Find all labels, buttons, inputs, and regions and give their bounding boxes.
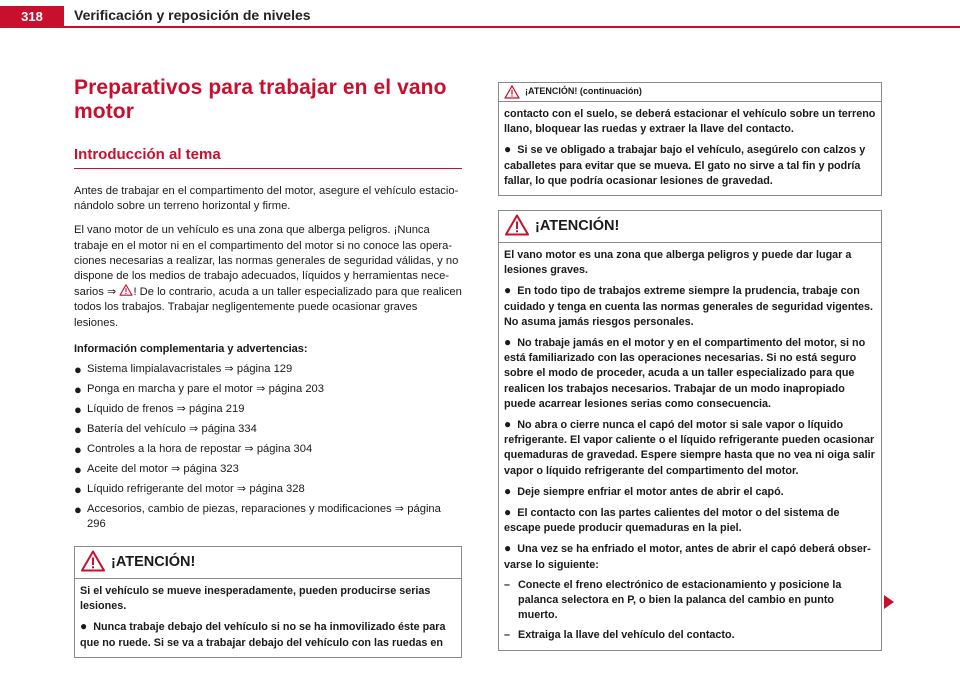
bullet-icon: ●	[504, 483, 512, 498]
warning-intro: El vano motor es una zona que alberga peligros y puede dar lugar a lesiones graves.	[504, 249, 852, 277]
danger-paragraph	[74, 223, 462, 330]
warning-box-body	[499, 102, 881, 195]
warning-triangle-icon	[81, 550, 105, 572]
warning-item: ● En todo tipo de trabajos extreme siempre la prudencia, trabaje con cuidado y tenga en cuenta las normas generales de seguridad vigentes. No asuma jamás riesgos personales.	[504, 283, 874, 328]
list-item[interactable]: ● Accesorios, cambio de piezas, reparaciones y modificaciones ⇒ página 296	[74, 502, 441, 531]
list-item[interactable]: ● Ponga en marcha y pare el motor ⇒ página 203	[74, 382, 324, 398]
warning-box-2	[498, 210, 882, 651]
warning-box-body	[75, 579, 461, 657]
warning-intro: Si el vehículo se mueve inesperadamente, pueden producirse serias lesiones.	[80, 585, 431, 613]
subsection-rule	[74, 168, 462, 169]
bullet-icon: ●	[504, 505, 512, 520]
bullet-icon: ●	[80, 619, 88, 634]
warning-item: ● No trabaje jamás en el motor y en el compartimento del motor, si no está familiarizado con las operaciones necesarias. Si no está seguro sobre el modo de proceder, acuda a un taller especializado para que realicen los trabajos necesarios. Trabajar de un modo inapropiado puede acarrear lesiones serias como consecuencia.	[504, 335, 866, 410]
warning-triangle-icon	[505, 214, 529, 236]
bullet-icon: ●	[74, 362, 82, 378]
page-number: 318	[0, 6, 64, 28]
right-column	[498, 82, 882, 651]
list-item[interactable]: ● Controles a la hora de repostar ⇒ página 304	[74, 442, 313, 458]
running-header-title: Verificación y reposición de niveles	[74, 7, 311, 23]
warning-item: ● Si se ve obligado a trabajar bajo el vehículo, asegúrelo con calzos y caballetes para evitar que se mueva. El gato no sirve a tal fin y podría fallar, lo que podría ocasionar lesiones de gravedad.	[504, 142, 866, 187]
page-header	[0, 0, 960, 32]
bullet-icon: ●	[74, 402, 82, 418]
warning-box-header	[75, 547, 461, 579]
section-title: Preparativos para trabajar en el vano motor	[74, 76, 447, 123]
warning-box-1	[74, 546, 462, 658]
warning-triangle-icon	[504, 85, 520, 99]
warning-item: ● El contacto con las partes calientes del motor o del sistema de escape puede producir quemaduras en la piel.	[504, 505, 840, 535]
warning-icon[interactable]	[119, 284, 133, 296]
left-column	[74, 76, 462, 658]
list-item[interactable]: ● Aceite del motor ⇒ página 323	[74, 462, 239, 478]
bullet-icon: ●	[504, 541, 512, 556]
bullet-icon: ●	[74, 482, 82, 498]
warning-label: ¡ATENCIÓN!	[111, 554, 196, 571]
warning-text: contacto con el suelo, se deberá estacionar el vehículo sobre un terreno llano, bloquear las ruedas y extraer la llave del contacto.	[504, 108, 876, 136]
warning-item: ● Nunca trabaje debajo del vehículo si no se ha inmovilizado éste para que no ruede. Si se va a trabajar debajo del vehículo con las ruedas en	[80, 619, 446, 649]
bullet-icon: ●	[504, 283, 512, 298]
bullet-icon: ●	[74, 442, 82, 458]
warning-box-body	[499, 243, 881, 650]
info-heading: Información complementaria y advertencias:	[74, 342, 308, 355]
next-page-arrow-icon[interactable]	[883, 594, 895, 610]
list-item[interactable]: ● Batería del vehículo ⇒ página 334	[74, 422, 257, 438]
bullet-icon: ●	[74, 382, 82, 398]
bullet-icon: ●	[74, 462, 82, 478]
reference-list	[74, 362, 462, 532]
danger-paragraph-text-b: ! De lo contrario, acuda a un taller especializado para que realicen todos los trabajos. Trabajar negligentemente puede ocasionar graves lesiones.	[74, 286, 462, 329]
dash-icon: –	[504, 629, 511, 642]
warning-box-continued	[498, 82, 882, 196]
list-item[interactable]: ● Sistema limpialavacristales ⇒ página 129	[74, 362, 293, 378]
warning-item: ● Deje siempre enfriar el motor antes de abrir el capó.	[504, 483, 784, 498]
bullet-icon: ●	[504, 335, 512, 350]
subsection-title: Introducción al tema	[74, 146, 221, 163]
warning-label: ¡ATENCIÓN!	[535, 218, 620, 235]
header-rule	[64, 26, 960, 28]
warning-subitem: – Extraiga la llave del vehículo del contacto.	[504, 628, 876, 643]
bullet-icon: ●	[74, 502, 82, 518]
bullet-icon: ●	[504, 417, 512, 432]
warning-box-header	[499, 83, 881, 102]
bullet-icon: ●	[74, 422, 82, 438]
warning-item: ● Una vez se ha enfriado el motor, antes de abrir el capó deberá observarse lo siguiente:	[504, 541, 871, 571]
warning-item: ● No abra o cierre nunca el capó del motor si sale vapor o líquido refrigerante. El vapor caliente o el líquido refrigerante pueden ocasionar quemaduras de gravedad. Espere siempre hasta que no vea ni oiga salir vapor o líquido refrigerante del compartimento del motor.	[504, 417, 875, 477]
warning-subitem: – Conecte el freno electrónico de estacionamiento y posicione la palanca selectora en P, o bien la palanca del cambio en punto muerto.	[504, 578, 842, 622]
list-item[interactable]: ● Líquido de frenos ⇒ página 219	[74, 402, 245, 418]
dash-icon: –	[504, 578, 511, 591]
danger-paragraph-text-a: El vano motor de un vehículo es una zona que alberga peligros. ¡Nunca trabaje en el motor ni en el compartimento del motor si no conoce las operaciones necesarias a realizar, las normas generales de seguridad válidas, y no dispone de los medios de trabajo adecuados, líquidos y herramientas necesarios ⇒	[74, 224, 459, 299]
warning-continued-label: ¡ATENCIÓN! (continuación)	[525, 86, 642, 96]
warning-box-header	[499, 211, 881, 243]
bullet-icon: ●	[504, 142, 512, 157]
list-item[interactable]: ● Líquido refrigerante del motor ⇒ página 328	[74, 482, 305, 498]
intro-paragraph: Antes de trabajar en el compartimento del motor, asegure el vehículo estacionándolo sobre un terreno horizontal y firme.	[74, 185, 459, 213]
